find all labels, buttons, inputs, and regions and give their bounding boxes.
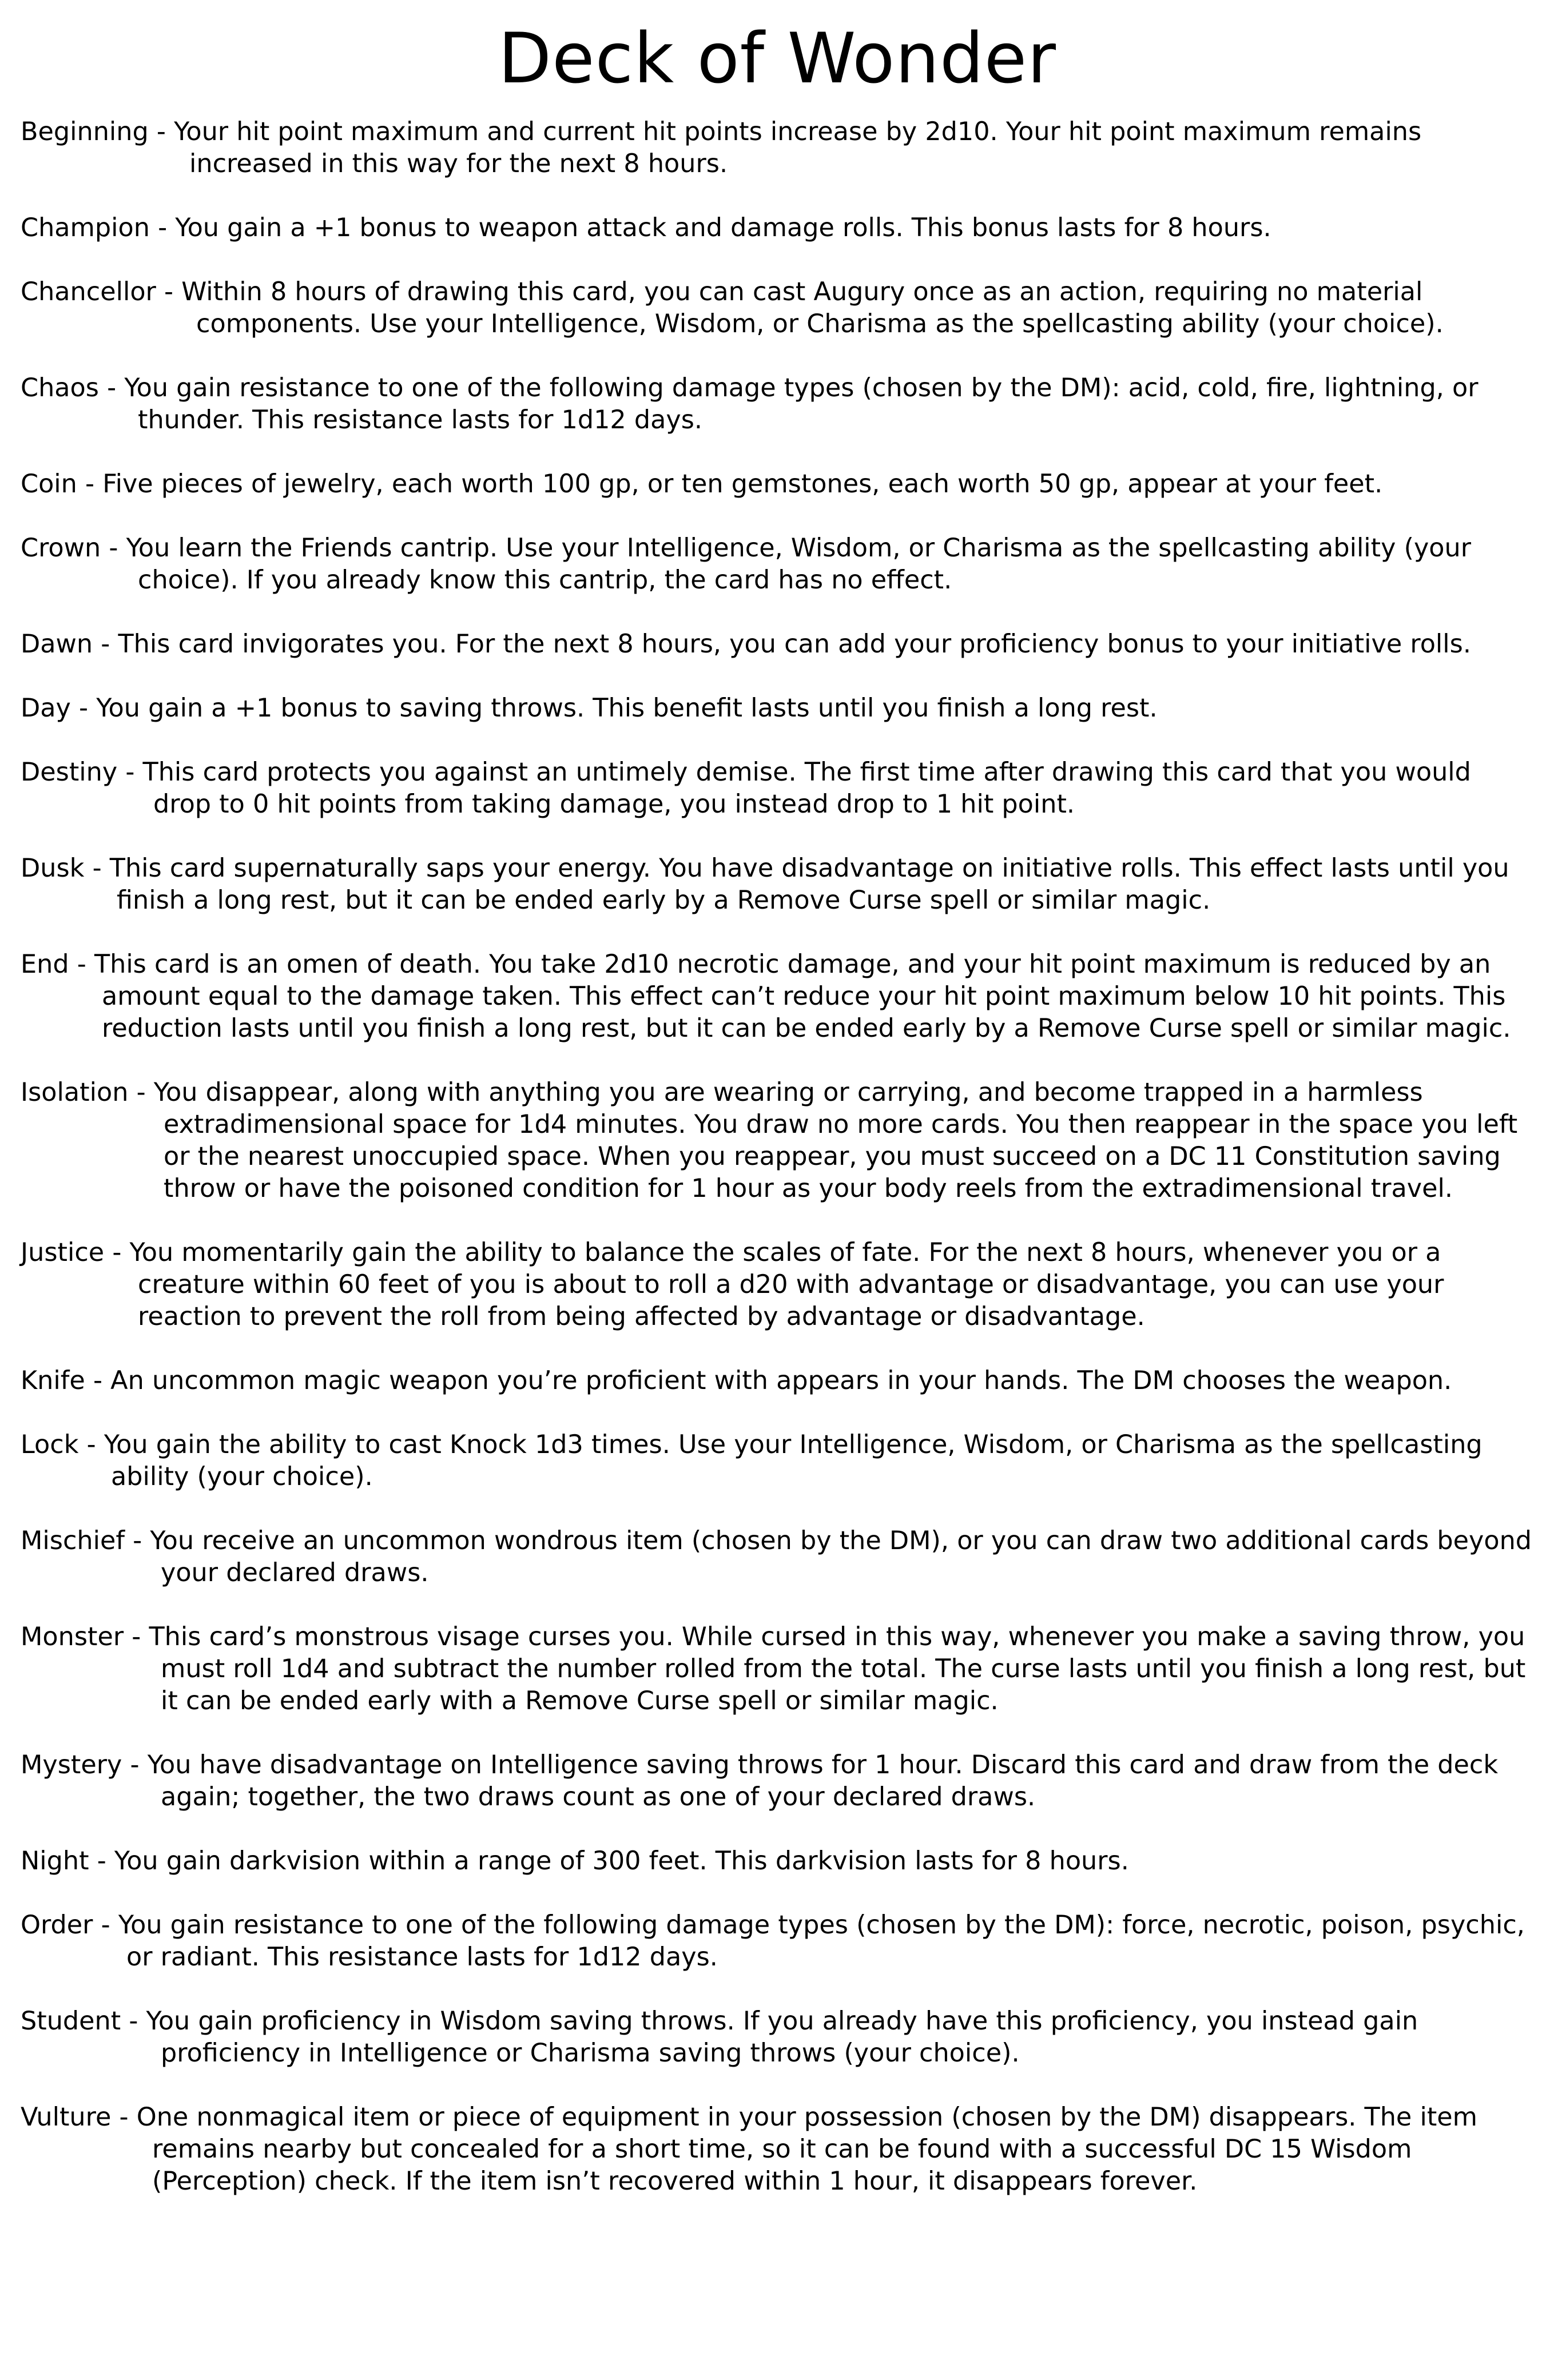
card-entry-destiny (21, 757, 1534, 821)
card-name: Knife (21, 1366, 85, 1396)
card-entry-night (21, 1845, 1534, 1877)
card-entry-order (21, 1909, 1534, 1973)
card-name: Champion (21, 213, 150, 243)
card-name: Isolation (21, 1078, 129, 1108)
card-description: You learn the Friends cantrip. Use your Intelligence, Wisdom, or Charisma as the spellcasting ability (your choice). If you already know this cantrip, the card has no effect. (126, 534, 1472, 595)
card-entry-champion (21, 212, 1534, 244)
card-description: You gain proficiency in Wisdom saving throws. If you already have this proficiency, you instead gain proficiency in Intelligence or Charisma saving throws (your choice). (146, 2007, 1418, 2068)
card-description: This card’s monstrous visage curses you. While cursed in this way, whenever you make a saving throw, you must roll 1d4 and subtract the number rolled from the total. The curse lasts until you finish a long rest, but it can be ended early with a Remove Curse spell or similar magic. (149, 1622, 1526, 1716)
card-name: Order (21, 1911, 93, 1940)
card-separator: - (117, 758, 143, 787)
card-separator: - (89, 1846, 114, 1876)
page-title: Deck of Wonder (498, 18, 1057, 99)
card-description: You gain resistance to one of the following damage types (chosen by the DM): force, necrotic, poison, psychic, or radiant. This resistance lasts for 1d12 days. (118, 1911, 1525, 1972)
card-separator: - (148, 117, 174, 147)
card-name: Lock (21, 1430, 79, 1460)
card-name: Crown (21, 534, 101, 563)
card-description: Five pieces of jewelry, each worth 100 gp, or ten gemstones, each worth 50 gp, appear at your feet. (102, 469, 1383, 499)
card-name: Student (21, 2007, 121, 2036)
card-entry-mischief (21, 1525, 1534, 1589)
card-separator: - (78, 1430, 104, 1460)
card-entry-dawn (21, 628, 1534, 660)
card-entry-end (21, 949, 1534, 1045)
card-separator: - (77, 469, 103, 499)
card-separator: - (156, 277, 182, 307)
card-description: Your hit point maximum and current hit points increase by 2d10. Your hit point maximum remains increased in this way for the next 8 hours. (174, 117, 1422, 179)
card-separator: - (98, 373, 125, 403)
card-separator: - (122, 1750, 148, 1780)
card-entry-beginning (21, 116, 1534, 180)
card-name: Mystery (21, 1750, 122, 1780)
card-name: Chaos (21, 373, 99, 403)
card-description: You gain darkvision within a range of 300 feet. This darkvision lasts for 8 hours. (114, 1846, 1129, 1876)
card-name: Dusk (21, 854, 85, 883)
card-separator: - (124, 1622, 149, 1652)
card-separator: - (85, 1366, 111, 1396)
card-name: Mischief (21, 1526, 125, 1556)
card-separator: - (149, 213, 176, 243)
card-entry-mystery (21, 1749, 1534, 1813)
card-entry-monster (21, 1621, 1534, 1717)
card-separator: - (69, 950, 94, 980)
card-separator: - (104, 1238, 130, 1268)
card-separator: - (101, 534, 126, 563)
card-description: This card invigorates you. For the next 8 hours, you can add your proficiency bonus to your initiative rolls. (118, 630, 1471, 659)
card-description: You have disadvantage on Intelligence saving throws for 1 hour. Discard this card and draw from the deck again; together, the two draws count as one of your declared draws. (147, 1750, 1499, 1812)
card-description: This card protects you against an untimely demise. The first time after drawing this card that you would drop to 0 hit points from taking damage, you instead drop to 1 hit point. (142, 758, 1471, 819)
card-description: An uncommon magic weapon you’re proficient with appears in your hands. The DM chooses the weapon. (110, 1366, 1452, 1396)
card-entry-vulture (21, 2102, 1534, 2198)
card-description: You disappear, along with anything you are wearing or carrying, and become trapped in a harmless extradimensional space for 1d4 minutes. You draw no more cards. You then reappear in the space you left or the nearest unoccupied space. When you reappear, you must succeed on a DC 11 Constitution saving throw or have the poisoned condition for 1 hour as your body reels from the extradimensional travel. (153, 1078, 1518, 1204)
card-separator: - (121, 2007, 146, 2036)
card-entry-chaos (21, 372, 1534, 436)
card-entry-chancellor (21, 276, 1534, 340)
card-name: Chancellor (21, 277, 156, 307)
card-separator: - (125, 1526, 150, 1556)
card-entry-day (21, 692, 1534, 725)
card-entry-dusk (21, 853, 1534, 917)
card-name: Justice (21, 1238, 105, 1268)
card-entry-justice (21, 1237, 1534, 1333)
card-entry-lock (21, 1429, 1534, 1493)
card-name: Monster (21, 1622, 124, 1652)
card-entry-coin (21, 468, 1534, 500)
card-name: Coin (21, 469, 77, 499)
card-name: Vulture (21, 2103, 112, 2132)
card-separator: - (111, 2103, 137, 2132)
card-separator: - (93, 1911, 118, 1940)
card-description: You gain resistance to one of the following damage types (chosen by the DM): acid, cold, fire, lightning, or thunder. This resistance lasts for 1d12 days. (124, 373, 1479, 435)
card-description: This card is an omen of death. You take 2d10 necrotic damage, and your hit point maximum is reduced by an amount equal to the damage taken. This effect can’t reduce your hit point maximum below 10 hit points. This reduction lasts until you finish a long rest, but it can be ended early by a Remove Curse spell or similar magic. (94, 950, 1511, 1044)
card-entry-student (21, 2005, 1534, 2069)
card-description: You receive an uncommon wondrous item (chosen by the DM), or you can draw two additional cards beyond your declared draws. (150, 1526, 1532, 1588)
card-description: You momentarily gain the ability to balance the scales of fate. For the next 8 hours, whenever you or a creature within 60 feet of you is about to roll a d20 with advantage or disadvantage, you can use your reaction to prevent the roll from being affected by advantage or disadvantage. (129, 1238, 1444, 1332)
card-description: You gain a +1 bonus to saving throws. This benefit lasts until you finish a long rest. (96, 694, 1158, 723)
card-name: Beginning (21, 117, 149, 147)
card-entry-list (21, 116, 1534, 2198)
card-description: Within 8 hours of drawing this card, you can cast Augury once as an action, requiring no material components. Use your Intelligence, Wisdom, or Charisma as the spellcasting ability (your choice). (181, 277, 1444, 339)
card-description: You gain the ability to cast Knock 1d3 times. Use your Intelligence, Wisdom, or Charisma as the spellcasting ability (your choice). (104, 1430, 1483, 1492)
card-name: Dawn (21, 630, 93, 659)
card-entry-knife (21, 1365, 1534, 1397)
card-name: Day (21, 694, 71, 723)
card-separator: - (128, 1078, 154, 1108)
card-description: You gain a +1 bonus to weapon attack and damage rolls. This bonus lasts for 8 hours. (175, 213, 1271, 243)
card-name: End (21, 950, 69, 980)
card-separator: - (84, 854, 110, 883)
card-name: Destiny (21, 758, 118, 787)
card-description: This card supernaturally saps your energy. You have disadvantage on initiative rolls. This effect lasts until you finish a long rest, but it can be ended early by a Remove Curse spell or similar magic. (109, 854, 1509, 916)
card-separator: - (93, 630, 118, 659)
card-entry-isolation (21, 1077, 1534, 1205)
card-description: One nonmagical item or piece of equipment in your possession (chosen by the DM) disappears. The item remains nearby but concealed for a short time, so it can be found with a successful DC 15 Wisdom (Perception) check. If the item isn’t recovered within 1 hour, it disappears forever. (136, 2103, 1477, 2196)
card-entry-crown (21, 532, 1534, 596)
card-separator: - (70, 694, 97, 723)
card-name: Night (21, 1846, 89, 1876)
